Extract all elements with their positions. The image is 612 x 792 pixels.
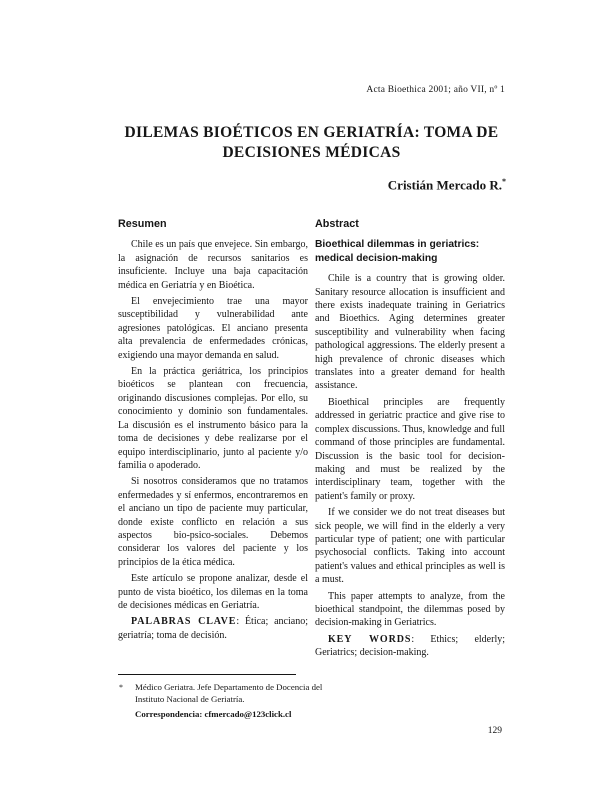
footnote-correspondence: Correspondencia: cfmercado@123click.cl xyxy=(135,709,292,720)
author-footnote-mark: * xyxy=(502,177,506,186)
abstract-keywords-label: KEY WORDS xyxy=(328,633,412,645)
abstract-paragraph: This paper attempts to analyze, from the bioethical standpoint, the dilemmas posed by decision-making in Geriatrics. xyxy=(315,590,505,629)
author-line xyxy=(118,177,506,193)
abstract-column xyxy=(315,218,505,663)
resumen-paragraph: Este artículo se propone analizar, desde el punto de vista bioético, los dilemas en la toma de decisiones médicas en Geriatría. xyxy=(118,573,308,611)
abstract-keywords-text: : Ethics; elderly; Geriatrics; decision-making. xyxy=(315,633,505,659)
page-number: 129 xyxy=(487,726,502,736)
resumen-keywords-text: : Ética; anciano; geriatría; toma de decisión. xyxy=(118,616,308,641)
resumen-keywords-label: PALABRAS CLAVE xyxy=(131,616,237,628)
footnote xyxy=(119,682,351,721)
paper-title-line1: DILEMAS BIOÉTICOS EN GERIATRÍA: TOMA DE xyxy=(124,124,499,141)
footnote-text: Médico Geriatra. Jefe Departamento de Docencia del Instituto Nacional de Geriatría. xyxy=(135,682,323,704)
resumen-column xyxy=(118,218,308,645)
resumen-paragraph: El envejecimiento trae una mayor susceptibilidad y vulnerabilidad ante agresiones patológicas. El anciano presenta alta prevalencia de enfermedades crónicas, exigiendo una mayor demanda en salud. xyxy=(118,296,308,361)
abstract-subtitle-line1: Bioethical dilemmas in geriatrics: xyxy=(315,239,480,251)
abstract-subtitle-line2: medical decision-making xyxy=(315,252,438,264)
resumen-heading: Resumen xyxy=(118,218,167,230)
resumen-paragraph: En la práctica geriátrica, los principios bioéticos se plantean con frecuencia, originando discusiones complejas. Por ello, su conocimiento y dominio son fundamentales. La discusión es el instrumento básico para la toma de decisiones y debe realizarse por el equipo interdisciplinario, junto al paciente y/o familia o apoderado. xyxy=(118,366,308,471)
footnote-divider xyxy=(118,674,296,675)
journal-header: Acta Bioethica 2001; año VII, nº 1 xyxy=(366,85,505,95)
resumen-paragraph: Si nosotros consideramos que no tratamos enfermedades y sí enfermos, encontraremos en el anciano un tipo de paciente muy particular, donde existe conflicto en relación a sus aspectos bio-psico-sociales. Debemos considerar los valores del paciente y los principios de la ética médica. xyxy=(118,476,308,568)
abstract-paragraph: If we consider we do not treat diseases but sick people, we will find in the elderly a very particular type of patient; one with particular psychosocial conflicts. Taking into account patient's values and ethical principles as well is a must. xyxy=(315,507,505,586)
abstract-paragraph: Bioethical principles are frequently addressed in geriatric practice and give rise to complex discussions. Thus, knowledge and full command of those principles are fundamental. Discussion is the basic tool for decision-making and must be realized by the interdisciplinary team, together with the patient's family or proxy. xyxy=(315,396,505,502)
abstract-keywords xyxy=(315,633,505,660)
footnote-body xyxy=(135,682,351,721)
resumen-paragraph: Chile es un país que envejece. Sin embargo, la asignación de recursos sanitarios es insuficiente. Incluye una baja capacitación médica en Geriatría y en Bioética. xyxy=(118,239,308,291)
paper-title xyxy=(100,123,523,163)
footnote-marker: * xyxy=(119,683,123,692)
author-name: Cristián Mercado R. xyxy=(387,177,502,193)
abstract-heading: Abstract xyxy=(315,218,359,230)
abstract-paragraph: Chile is a country that is growing older. Sanitary resource allocation is insufficient and there exists inadequate training in Geriatrics and Bioethics. Aging determines greater susceptibility and vulnerability when facing pathological aggressions. The elderly present a high prevalence of chronic diseases which translates into a greater demand for health assistance. xyxy=(315,273,505,392)
paper-title-line2: DECISIONES MÉDICAS xyxy=(222,144,401,161)
resumen-keywords xyxy=(118,615,308,642)
abstract-subtitle xyxy=(315,238,505,265)
